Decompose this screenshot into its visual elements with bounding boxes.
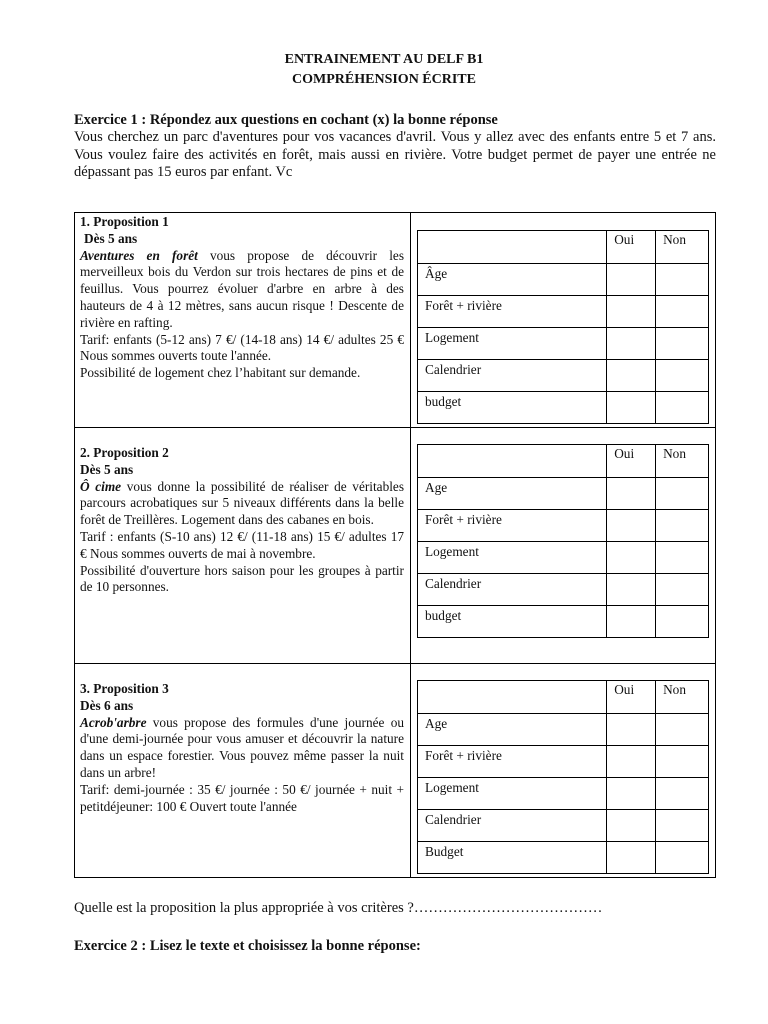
proposition-prices: Tarif : enfants (S-10 ans) 12 €/ (11-18 ans) 15 €/ adultes 17 € Nous sommes ouverts de mai à novembre.: [80, 528, 404, 561]
header-oui: Oui: [607, 681, 656, 714]
criterion-label: Calendrier: [418, 574, 607, 606]
criterion-label: budget: [418, 392, 607, 424]
checkbox-oui[interactable]: [607, 574, 656, 606]
criteria-header-blank: [418, 681, 607, 714]
checkbox-non[interactable]: [656, 746, 709, 778]
proposition-heading: 1. Proposition 1: [80, 214, 169, 229]
criterion-label: Calendrier: [418, 360, 607, 392]
criterion-label: Âge: [418, 264, 607, 296]
document-title: ENTRAINEMENT AU DELF B1: [284, 52, 484, 67]
column-divider: [410, 212, 411, 878]
checkbox-oui[interactable]: [607, 264, 656, 296]
checkbox-non[interactable]: [656, 606, 709, 638]
criteria-table-1: [417, 230, 709, 424]
proposition-age: Dès 6 ans: [80, 697, 134, 713]
exercise1-intro: Vous cherchez un parc d'aventures pour vos vacances d'avril. Vous y allez avec des enfants entre 5 et 7 ans. Vous voulez faire des activités en forêt, mais aussi en rivière. Votre budget permet de payer une entrée ne dépassant pas 15 euros par enfant. Vc: [74, 129, 716, 180]
checkbox-oui[interactable]: [607, 714, 656, 746]
checkbox-non[interactable]: [656, 360, 709, 392]
header-non: Non: [656, 445, 709, 478]
checkbox-oui[interactable]: [607, 360, 656, 392]
row-divider: [74, 427, 716, 428]
proposition-description: [80, 248, 404, 332]
header-non: Non: [656, 681, 709, 714]
park-name: Aventures en forêt: [80, 247, 198, 263]
proposition-2: [80, 445, 404, 596]
checkbox-non[interactable]: [656, 574, 709, 606]
checkbox-non[interactable]: [656, 714, 709, 746]
checkbox-oui[interactable]: [607, 296, 656, 328]
checkbox-non[interactable]: [656, 510, 709, 542]
criterion-label: Logement: [418, 328, 607, 360]
proposition-note: Possibilité d'ouverture hors saison pour les groupes à partir de 10 personnes.: [80, 562, 404, 595]
checkbox-oui[interactable]: [607, 606, 656, 638]
header-non: Non: [656, 231, 709, 264]
criterion-label: Forêt + rivière: [418, 510, 607, 542]
checkbox-oui[interactable]: [607, 778, 656, 810]
proposition-note: Possibilité de logement chez l’habitant sur demande.: [80, 365, 361, 381]
proposition-body: vous propose des formules d'une journée ou d'une demi-journée pour vous amuser et découvrir la nature dans un espace forestier. Vous pouvez même passer la nuit dans un arbre!: [80, 714, 404, 780]
criterion-label: Logement: [418, 542, 607, 574]
proposition-heading: 2. Proposition 2: [80, 445, 169, 460]
criteria-table-3: [417, 680, 709, 874]
checkbox-oui[interactable]: [607, 392, 656, 424]
checkbox-oui[interactable]: [607, 810, 656, 842]
checkbox-non[interactable]: [656, 842, 709, 874]
document-subtitle: COMPRÉHENSION ÉCRITE: [292, 72, 476, 87]
checkbox-oui[interactable]: [607, 328, 656, 360]
checkbox-non[interactable]: [656, 392, 709, 424]
proposition-age: Dès 5 ans: [80, 461, 134, 477]
checkbox-non[interactable]: [656, 296, 709, 328]
proposition-body: vous propose de découvrir les merveilleux bois du Verdon sur trois hectares de pins et de feuillus. Vous pourrez évoluer d'arbre en arbre à des hauteurs de 4 à 12 mètres, sans aucun risque ! Descente de rivière en rafting.: [80, 247, 405, 330]
criterion-label: Age: [418, 714, 607, 746]
checkbox-oui[interactable]: [607, 478, 656, 510]
proposition-3: [80, 681, 404, 815]
checkbox-non[interactable]: [656, 264, 709, 296]
checkbox-non[interactable]: [656, 778, 709, 810]
checkbox-oui[interactable]: [607, 510, 656, 542]
proposition-age: Dès 5 ans: [84, 230, 138, 246]
checkbox-oui[interactable]: [607, 542, 656, 574]
proposition-prices: Tarif: enfants (5-12 ans) 7 €/ (14-18 ans) 14 €/ adultes 25 € Nous sommes ouverts toute l'année.: [80, 331, 404, 364]
proposition-description: [80, 715, 404, 782]
checkbox-oui[interactable]: [607, 842, 656, 874]
criterion-label: Forêt + rivière: [418, 296, 607, 328]
proposition-prices: Tarif: demi-journée : 35 €/ journée : 50 €/ journée + nuit + petitdéjeuner: 100 € Ouvert toute l'année: [80, 781, 404, 814]
header-oui: Oui: [607, 445, 656, 478]
exercise1-heading: Exercice 1 : Répondez aux questions en cochant (x) la bonne réponse: [74, 112, 498, 128]
proposition-description: [80, 479, 404, 529]
criterion-label: Budget: [418, 842, 607, 874]
criterion-label: budget: [418, 606, 607, 638]
exercise2-heading: Exercice 2 : Lisez le texte et choisissez la bonne réponse:: [74, 938, 421, 954]
park-name: Acrob'arbre: [80, 714, 147, 730]
criterion-label: Logement: [418, 778, 607, 810]
criterion-label: Forêt + rivière: [418, 746, 607, 778]
checkbox-non[interactable]: [656, 810, 709, 842]
proposition-heading: 3. Proposition 3: [80, 681, 169, 696]
criteria-table-2: [417, 444, 709, 638]
checkbox-non[interactable]: [656, 478, 709, 510]
criteria-header-blank: [418, 445, 607, 478]
proposition-1: [80, 214, 404, 382]
park-name: Ô cime: [80, 478, 122, 494]
header-oui: Oui: [607, 231, 656, 264]
final-question: Quelle est la proposition la plus appropriée à vos critères ?…………………………………: [74, 900, 603, 916]
criterion-label: Calendrier: [418, 810, 607, 842]
checkbox-non[interactable]: [656, 328, 709, 360]
checkbox-non[interactable]: [656, 542, 709, 574]
criterion-label: Age: [418, 478, 607, 510]
checkbox-oui[interactable]: [607, 746, 656, 778]
criteria-header-blank: [418, 231, 607, 264]
row-divider: [74, 663, 716, 664]
proposition-body: vous donne la possibilité de réaliser de véritables parcours acrobatiques sur 5 niveaux différents dans la belle forêt de Treillères. Logement dans des cabanes en bois.: [80, 478, 404, 528]
